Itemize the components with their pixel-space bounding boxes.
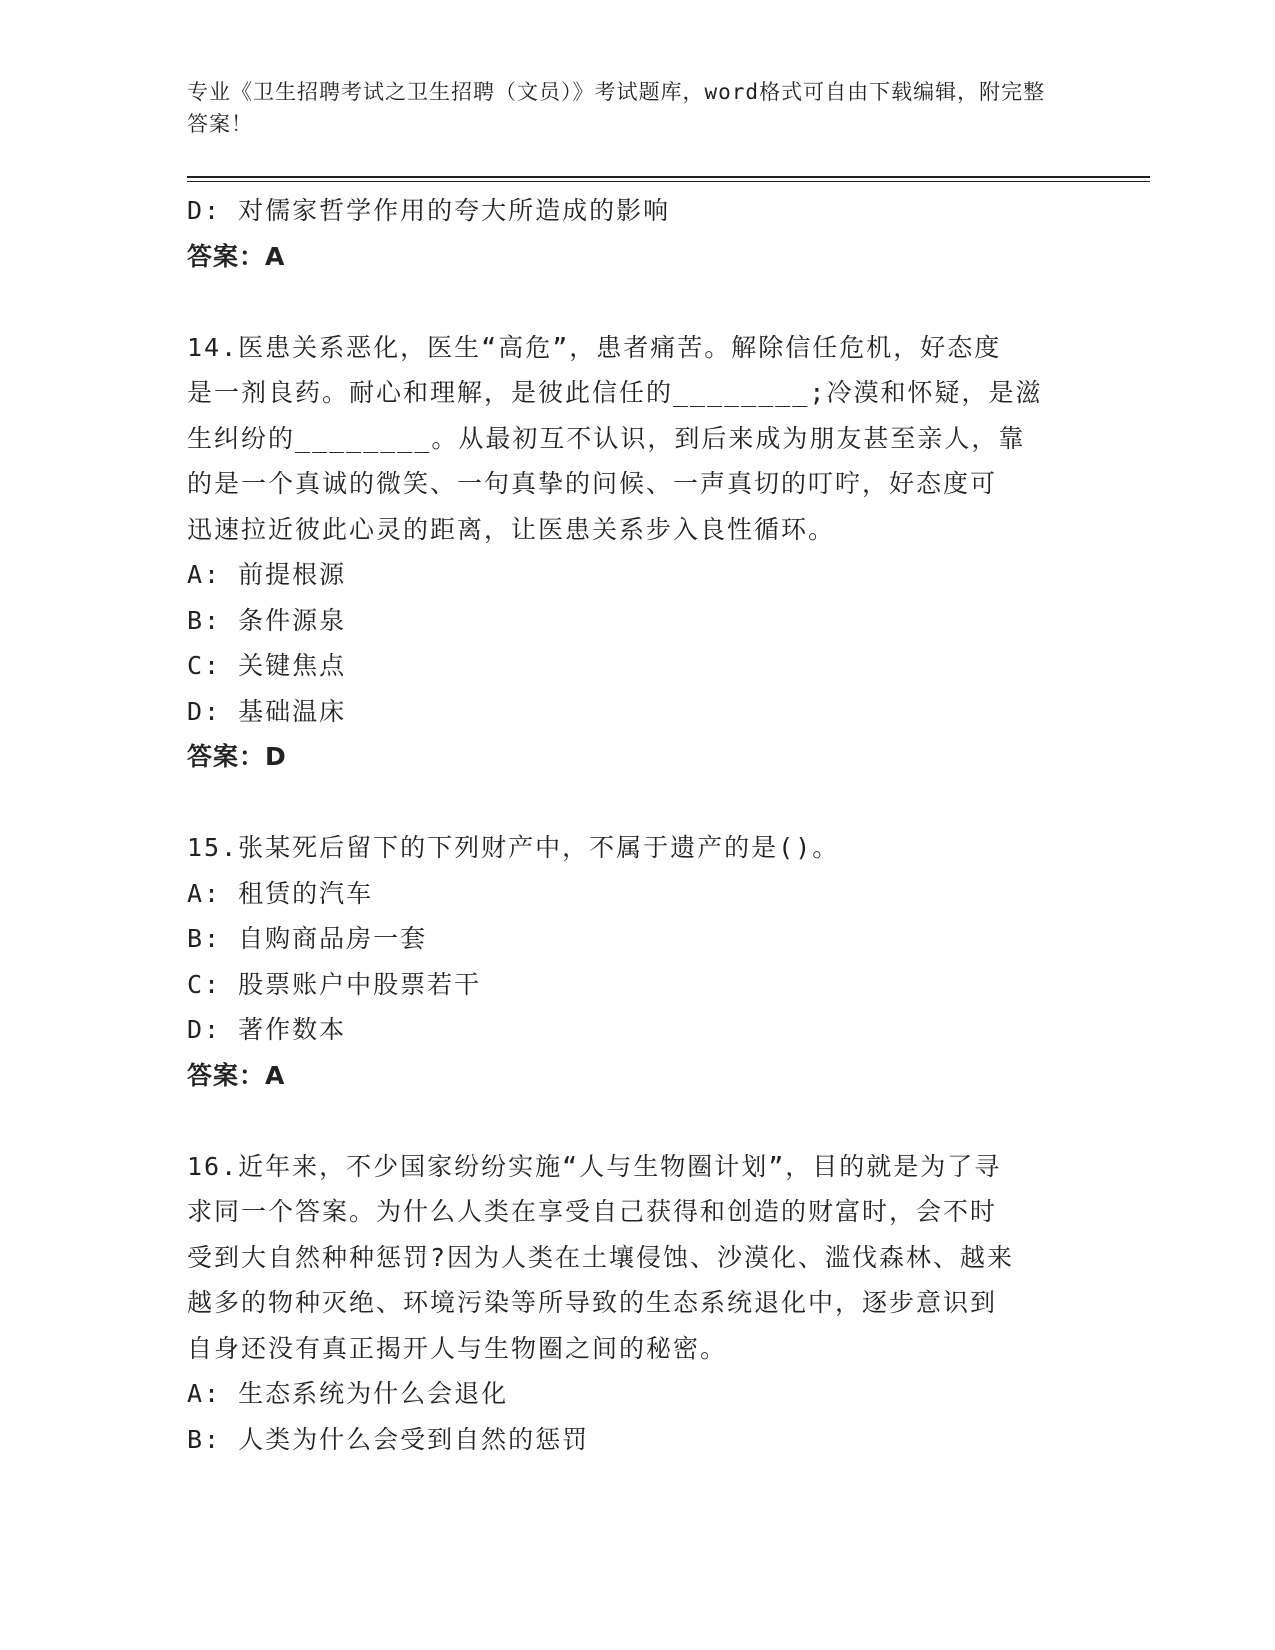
spacer [187, 780, 1067, 826]
option-d-prev: D: 对儒家哲学作用的夸大所造成的影响 [187, 196, 671, 225]
question-15-option-d: D: 著作数本 [187, 1015, 347, 1044]
header-rule-thin [187, 181, 1150, 182]
question-16-line-3: 受到大自然种种惩罚?因为人类在土壤侵蚀、沙漠化、滥伐森林、越来 [187, 1242, 1015, 1272]
question-16-line-4: 越多的物种灭绝、环境污染等所导致的生态系统退化中，逐步意识到 [187, 1288, 998, 1317]
question-14-option-d: D: 基础温床 [187, 696, 347, 726]
question-15 [187, 825, 1067, 1098]
question-14-answer: 答案：D [187, 742, 287, 771]
question-16-option-b: B: 人类为什么会受到自然的惩罚 [187, 1424, 590, 1454]
question-15-answer: 答案：A [187, 1060, 286, 1090]
question-14-option-b: B: 条件源泉 [187, 605, 347, 635]
question-15-option-a: A: 租赁的汽车 [187, 878, 374, 908]
answer-prev: 答案：A [187, 241, 286, 271]
question-15-line-1: 15.张某死后留下的下列财产中，不属于遗产的是()。 [187, 833, 840, 862]
spacer [187, 1098, 1067, 1144]
question-16-line-1: 16.近年来，不少国家纷纷实施“人与生物圈计划”，目的就是为了寻 [187, 1151, 1002, 1181]
question-14-option-a: A: 前提根源 [187, 560, 347, 589]
header-rule-thick [187, 176, 1150, 178]
question-14-line-4: 的是一个真诚的微笑、一句真挚的问候、一声真切的叮咛，好态度可 [187, 469, 998, 498]
question-14-line-2: 是一剂良药。耐心和理解，是彼此信任的________;冷漠和怀疑，是滋 [187, 378, 1043, 407]
question-16 [187, 1144, 1067, 1463]
document-body [187, 188, 1067, 1462]
page-header: 专业《卫生招聘考试之卫生招聘（文员）》考试题库，word格式可自由下载编辑，附完整答案！ [187, 80, 1046, 136]
question-16-option-a: A: 生态系统为什么会退化 [187, 1379, 509, 1408]
question-16-line-2: 求同一个答案。为什么人类在享受自己获得和创造的财富时，会不时 [187, 1197, 998, 1226]
question-14-line-3: 生纠纷的________。从最初互不认识，到后来成为朋友甚至亲人，靠 [187, 423, 1026, 453]
question-14 [187, 325, 1067, 780]
question-16-line-5: 自身还没有真正揭开人与生物圈之间的秘密。 [187, 1333, 728, 1363]
question-15-option-b: B: 自购商品房一套 [187, 924, 428, 953]
question-15-option-c: C: 股票账户中股票若干 [187, 969, 482, 999]
spacer [187, 279, 1067, 325]
question-14-option-c: C: 关键焦点 [187, 651, 347, 680]
question-14-line-1: 14.医患关系恶化，医生“高危”，患者痛苦。解除信任危机，好态度 [187, 332, 1002, 362]
question-14-line-5: 迅速拉近彼此心灵的距离，让医患关系步入良性循环。 [187, 514, 836, 544]
